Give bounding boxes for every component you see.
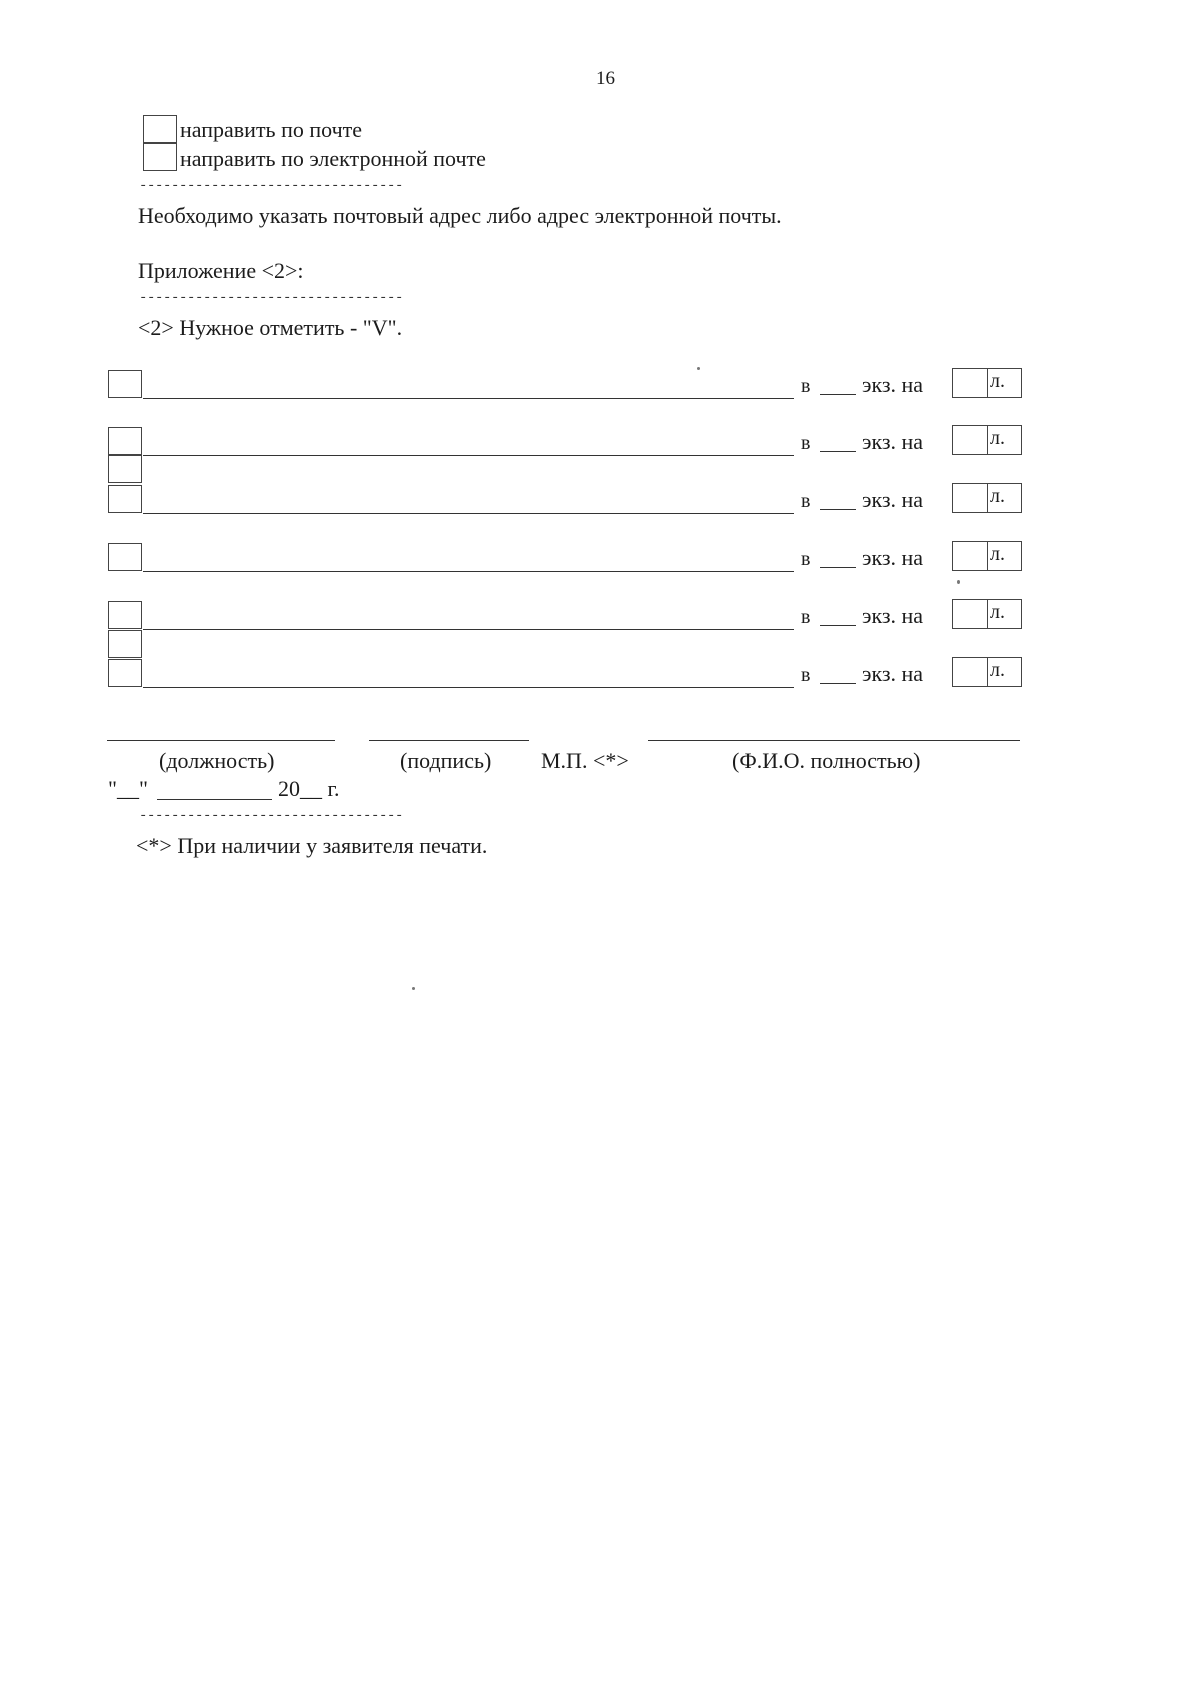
attachment-checkbox[interactable]: [108, 455, 142, 483]
sheets-label: л.: [990, 659, 1005, 681]
copies-label: экз. на: [862, 661, 924, 686]
sheets-divider: [987, 658, 988, 686]
sheets-divider: [987, 542, 988, 570]
footnote-separator: ---------------------------------: [139, 808, 404, 824]
attachment-name-line[interactable]: [143, 513, 794, 514]
sheets-field[interactable]: [952, 599, 1022, 629]
scan-speck: [697, 367, 700, 370]
stamp-caption: М.П. <*>: [541, 748, 629, 773]
copies-count-line[interactable]: [820, 625, 856, 626]
attachment-name-line[interactable]: [143, 687, 794, 688]
appendix-title: Приложение <2>:: [138, 258, 304, 283]
sheets-field[interactable]: [952, 483, 1022, 513]
date-month-line[interactable]: [157, 799, 272, 800]
copies-label: экз. на: [862, 545, 924, 570]
copies-label: экз. на: [862, 372, 924, 397]
option-label-mail: направить по почте: [180, 117, 363, 142]
row-in-label: в: [801, 375, 811, 397]
checkbox-send-by-email[interactable]: [143, 143, 177, 171]
attachment-checkbox[interactable]: [108, 659, 142, 687]
row-in-label: в: [801, 664, 811, 686]
copies-label: экз. на: [862, 429, 924, 454]
footnote-separator: ---------------------------------: [139, 290, 404, 306]
row-in-label: в: [801, 432, 811, 454]
copies-label: экз. на: [862, 603, 924, 628]
copies-count-line[interactable]: [820, 451, 856, 452]
attachment-name-line[interactable]: [143, 571, 794, 572]
sheets-field[interactable]: [952, 541, 1022, 571]
attachment-name-line[interactable]: [143, 398, 794, 399]
sheets-field[interactable]: [952, 368, 1022, 398]
attachment-name-line[interactable]: [143, 455, 794, 456]
row-in-label: в: [801, 548, 811, 570]
attachment-checkbox[interactable]: [108, 601, 142, 629]
copies-count-line[interactable]: [820, 683, 856, 684]
sheets-divider: [987, 484, 988, 512]
attachment-checkbox[interactable]: [108, 630, 142, 658]
scan-speck: [412, 987, 415, 990]
sheets-divider: [987, 600, 988, 628]
sheets-divider: [987, 426, 988, 454]
sheets-divider: [987, 369, 988, 397]
sheets-label: л.: [990, 427, 1005, 449]
sheets-label: л.: [990, 485, 1005, 507]
sheets-label: л.: [990, 601, 1005, 623]
fullname-line[interactable]: [648, 740, 1020, 741]
attachment-checkbox[interactable]: [108, 485, 142, 513]
mark-note: <2> Нужное отметить - "V".: [138, 315, 403, 340]
signature-caption: (подпись): [400, 748, 492, 773]
attachment-checkbox[interactable]: [108, 543, 142, 571]
sheets-label: л.: [990, 543, 1005, 565]
seal-note: <*> При наличии у заявителя печати.: [136, 833, 488, 858]
row-in-label: в: [801, 606, 811, 628]
row-in-label: в: [801, 490, 811, 512]
copies-label: экз. на: [862, 487, 924, 512]
date-day: "__": [108, 776, 148, 801]
attachment-checkbox[interactable]: [108, 370, 142, 398]
footnote-separator: ---------------------------------: [139, 178, 404, 194]
fullname-caption: (Ф.И.О. полностью): [732, 748, 921, 773]
address-note: Необходимо указать почтовый адрес либо адрес электронной почты.: [138, 203, 782, 228]
signature-line[interactable]: [369, 740, 529, 741]
page-number: 16: [596, 68, 615, 89]
position-line[interactable]: [107, 740, 335, 741]
date-year: 20__ г.: [278, 776, 340, 801]
scan-speck: [957, 580, 960, 584]
attachment-name-line[interactable]: [143, 629, 794, 630]
position-caption: (должность): [159, 748, 275, 773]
attachment-checkbox[interactable]: [108, 427, 142, 455]
sheets-field[interactable]: [952, 657, 1022, 687]
checkbox-send-by-mail[interactable]: [143, 115, 177, 143]
sheets-label: л.: [990, 370, 1005, 392]
copies-count-line[interactable]: [820, 509, 856, 510]
sheets-field[interactable]: [952, 425, 1022, 455]
copies-count-line[interactable]: [820, 567, 856, 568]
copies-count-line[interactable]: [820, 394, 856, 395]
option-label-email: направить по электронной почте: [180, 146, 486, 171]
